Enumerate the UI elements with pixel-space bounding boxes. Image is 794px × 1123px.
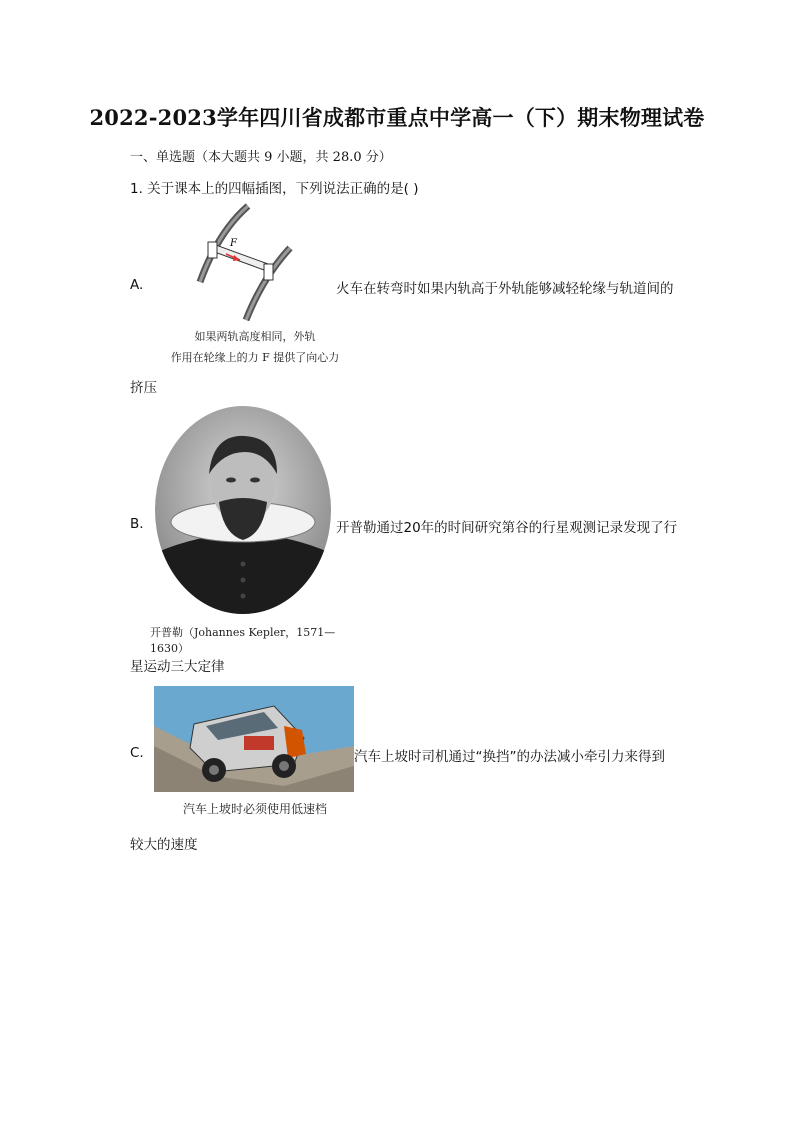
option-a-text-cont: 挤压 bbox=[130, 380, 157, 396]
option-b-text: 开普勒通过20年的时间研究第谷的行星观测记录发现了行 bbox=[336, 520, 678, 536]
option-c-label: C. bbox=[130, 745, 144, 761]
question-stem: 1. 关于课本上的四幅插图，下列说法正确的是( ) bbox=[130, 181, 419, 197]
page-title: 2022-2023学年四川省成都市重点中学高一（下）期末物理试卷 bbox=[89, 105, 705, 130]
option-b-caption: 开普勒（Johannes Kepler，1571—1630） bbox=[150, 626, 336, 655]
option-a-text: 火车在转弯时如果内轨高于外轨能够减轻轮缘与轨道间的 bbox=[336, 281, 674, 297]
right-wheel bbox=[264, 264, 273, 280]
inner-rail bbox=[200, 206, 248, 282]
offroad-car-photo bbox=[154, 686, 354, 792]
force-label: F bbox=[230, 238, 237, 249]
option-a-label: A. bbox=[130, 277, 144, 293]
rail-curve-figure bbox=[178, 202, 298, 324]
option-b-label: B. bbox=[130, 516, 144, 532]
option-c-text: 汽车上坡时司机通过“换挡”的办法减小牵引力来得到 bbox=[354, 749, 665, 765]
axle bbox=[211, 244, 268, 270]
left-wheel bbox=[208, 242, 217, 258]
section-heading: 一、单选题（本大题共 9 小题，共 28.0 分） bbox=[130, 150, 392, 165]
kepler-portrait bbox=[153, 404, 333, 616]
option-c-text-cont: 较大的速度 bbox=[130, 837, 198, 853]
option-c-caption: 汽车上坡时必须使用低速档 bbox=[182, 802, 327, 816]
option-a-caption-2: 作用在轮缘上的力 F 提供了向心力 bbox=[170, 351, 340, 364]
option-b-text-cont: 星运动三大定律 bbox=[130, 659, 225, 675]
option-a-caption-1: 如果两轨高度相同，外轨 bbox=[194, 330, 316, 343]
